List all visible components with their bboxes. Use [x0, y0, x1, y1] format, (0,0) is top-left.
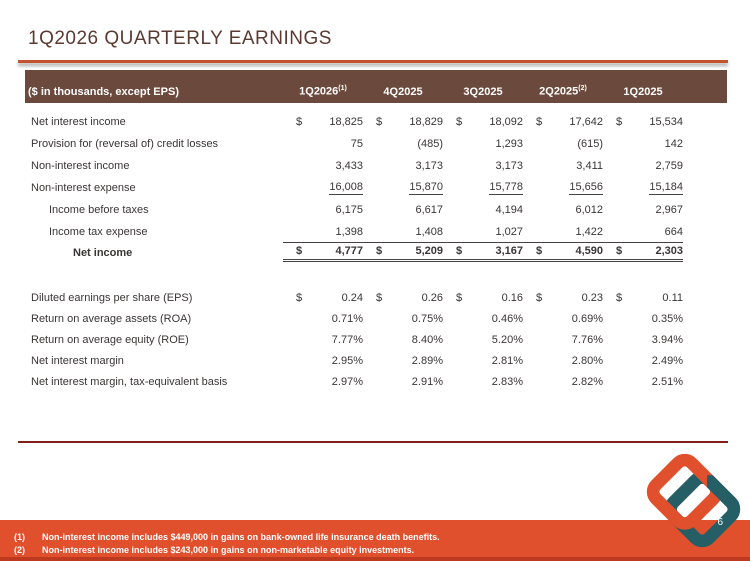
cell-value: 2,303: [655, 245, 683, 257]
cell-value: 2.83%: [491, 375, 523, 388]
footnote-text: Non-interest income includes $243,000 in gains on non-marketable equity investments.: [42, 545, 415, 555]
cell-value: (615): [577, 138, 603, 150]
cell-value: 1,293: [495, 138, 523, 150]
value-cell: [443, 155, 523, 177]
value-cell: [443, 111, 523, 133]
cell-value: 0.11: [662, 291, 683, 304]
dollar-sign: $: [536, 245, 543, 257]
value-cell: [283, 243, 363, 262]
value-cell: [443, 221, 523, 243]
value-cell: [523, 133, 603, 155]
table-row: [25, 221, 727, 243]
cell-value: 4,777: [335, 245, 363, 257]
cell-value: 0.71%: [331, 312, 363, 325]
cell-value: 15,534: [649, 116, 683, 128]
row-label: Income before taxes: [49, 204, 149, 216]
value-cell: [283, 350, 363, 371]
value-cell: [443, 371, 523, 392]
cell-value: 2.81%: [491, 354, 523, 367]
row-label: Non-interest expense: [31, 182, 136, 194]
value-cell: [443, 177, 523, 199]
dollar-sign: $: [536, 116, 543, 128]
value-cell: [283, 155, 363, 177]
cell-value: 8.40%: [411, 333, 443, 346]
column-header: 4Q2025: [383, 86, 423, 98]
value-cell: [283, 111, 363, 133]
row-label: Net interest income: [31, 116, 126, 128]
cell-value: 2.97%: [331, 375, 363, 388]
cell-value: 664: [664, 225, 683, 238]
cell-value: 15,184: [649, 181, 683, 193]
value-cell: [283, 199, 363, 221]
dollar-sign: $: [456, 291, 463, 304]
value-cell: [523, 329, 603, 350]
cell-value: 0.75%: [411, 312, 443, 325]
value-cell: [363, 177, 443, 199]
value-cell: [523, 155, 603, 177]
value-cell: [523, 221, 603, 243]
value-cell: [363, 371, 443, 392]
footnote-marker: (1): [14, 532, 25, 542]
footnote-line: [14, 531, 750, 544]
table-row: [25, 350, 727, 371]
dollar-sign: $: [376, 245, 383, 257]
row-label: Net interest margin: [31, 354, 124, 367]
cell-value: 17,642: [569, 116, 603, 128]
footnote-marker: (2): [14, 545, 25, 555]
value-cell: [603, 177, 683, 199]
value-cell: [363, 199, 443, 221]
table-row: [25, 308, 727, 329]
column-footnote-ref: (1): [338, 85, 347, 93]
value-cell: [283, 308, 363, 329]
dollar-sign: $: [296, 291, 303, 304]
cell-value: 1,398: [335, 225, 363, 238]
cell-value: 7.76%: [571, 333, 603, 346]
table-header: [25, 70, 727, 103]
dollar-sign: $: [616, 116, 623, 128]
cell-value: 3.94%: [651, 333, 683, 346]
dollar-sign: $: [616, 291, 623, 304]
table-row: [25, 329, 727, 350]
cell-value: 0.16: [501, 291, 523, 304]
value-cell: [363, 350, 443, 371]
cell-value: 6,617: [415, 204, 443, 216]
row-label: Provision for (reversal of) credit losses: [31, 138, 219, 150]
column-header: 3Q2025: [463, 86, 503, 98]
cell-value: 142: [664, 138, 683, 150]
cell-value: 7.77%: [331, 333, 363, 346]
cell-value: 2.49%: [651, 354, 683, 367]
cell-value: 3,173: [415, 160, 443, 172]
cell-value: (485): [417, 138, 443, 150]
column-header: 1Q2026$^{(1)}$: [299, 85, 347, 98]
cell-value: 4,590: [575, 245, 603, 257]
cell-value: 0.23: [581, 291, 603, 304]
column-header: 2Q2025$^{(2)}$: [539, 85, 587, 98]
row-label: Net interest margin, tax-equivalent basis: [31, 375, 228, 388]
cell-value: 15,778: [489, 181, 523, 193]
value-cell: [283, 221, 363, 243]
value-cell: [603, 199, 683, 221]
table-row: [25, 177, 727, 199]
table-row: [25, 243, 727, 262]
value-cell: [523, 243, 603, 262]
table-row: [25, 371, 727, 392]
value-cell: [283, 329, 363, 350]
unit-label: ($ in thousands, except EPS): [28, 86, 179, 98]
dollar-sign: $: [616, 245, 623, 257]
cell-value: 15,870: [409, 181, 443, 193]
cell-value: 3,173: [495, 160, 523, 172]
title-rule: [18, 60, 728, 63]
cell-value: 4,194: [495, 204, 523, 216]
value-cell: [523, 111, 603, 133]
value-cell: [603, 371, 683, 392]
cell-value: 2,759: [655, 160, 683, 172]
cell-value: 0.26: [421, 291, 443, 304]
value-cell: [363, 133, 443, 155]
cell-value: 2,967: [655, 204, 683, 216]
value-cell: [363, 221, 443, 243]
cell-value: 18,829: [409, 116, 443, 128]
dollar-sign: $: [376, 116, 383, 128]
column-header: 1Q2025: [623, 86, 663, 98]
value-cell: [283, 133, 363, 155]
cell-value: 2.95%: [331, 354, 363, 367]
cell-value: 0.35%: [651, 312, 683, 325]
value-cell: [523, 350, 603, 371]
company-logo: [645, 452, 742, 549]
cell-value: 3,167: [495, 245, 523, 257]
dollar-sign: $: [296, 245, 303, 257]
cell-value: 2.82%: [571, 375, 603, 388]
cell-value: 2.89%: [411, 354, 443, 367]
page-number: 6: [717, 517, 723, 528]
value-cell: [363, 329, 443, 350]
value-cell: [603, 287, 683, 308]
value-cell: [363, 243, 443, 262]
value-cell: [603, 243, 683, 262]
cell-value: 2.51%: [651, 375, 683, 388]
cell-value: 0.46%: [491, 312, 523, 325]
dollar-sign: $: [376, 291, 383, 304]
cell-value: 3,411: [576, 160, 603, 172]
ratios-block: [25, 287, 727, 392]
value-cell: [363, 155, 443, 177]
value-cell: [443, 287, 523, 308]
value-cell: [603, 350, 683, 371]
value-cell: [443, 350, 523, 371]
dollar-sign: $: [456, 245, 463, 257]
value-cell: [523, 308, 603, 329]
value-cell: [363, 111, 443, 133]
row-label: Net income: [73, 246, 133, 259]
value-cell: [443, 133, 523, 155]
value-cell: [283, 177, 363, 199]
cell-value: 0.24: [341, 291, 363, 304]
income-statement-block: [25, 111, 727, 262]
dollar-sign: $: [456, 116, 463, 128]
value-cell: [443, 243, 523, 262]
row-label: Diluted earnings per share (EPS): [31, 291, 193, 304]
cell-value: 2.91%: [411, 375, 443, 388]
table-row: [25, 155, 727, 177]
footnote-band: [0, 520, 750, 561]
cell-value: 3,433: [335, 160, 363, 172]
value-cell: [603, 133, 683, 155]
value-cell: [603, 308, 683, 329]
cell-value: 75: [350, 138, 363, 150]
cell-value: 6,175: [335, 204, 363, 216]
value-cell: [363, 287, 443, 308]
table-row: [25, 133, 727, 155]
cell-value: 18,092: [489, 116, 523, 128]
row-label: Non-interest income: [31, 160, 130, 172]
value-cell: [603, 221, 683, 243]
value-cell: [523, 371, 603, 392]
row-label: Income tax expense: [49, 226, 148, 238]
value-cell: [283, 287, 363, 308]
value-cell: [283, 371, 363, 392]
page-title: 1Q2026 QUARTERLY EARNINGS: [28, 28, 332, 49]
value-cell: [443, 199, 523, 221]
value-cell: [363, 308, 443, 329]
footnote-text: Non-interest income includes $449,000 in gains on bank-owned life insurance death benefits.: [42, 532, 440, 542]
cell-value: 5.20%: [491, 333, 523, 346]
cell-value: 5,209: [415, 245, 443, 257]
value-cell: [443, 308, 523, 329]
separator-rule: [18, 441, 728, 443]
value-cell: [523, 199, 603, 221]
value-cell: [603, 155, 683, 177]
cell-value: 6,012: [575, 204, 603, 216]
row-label: Return on average assets (ROA): [31, 312, 192, 325]
value-cell: [443, 329, 523, 350]
cell-value: 1,422: [575, 225, 603, 238]
value-cell: [523, 287, 603, 308]
cell-value: 0.69%: [571, 312, 603, 325]
column-footnote-ref: (2): [578, 85, 587, 93]
dollar-sign: $: [536, 291, 543, 304]
table-row: [25, 111, 727, 133]
dollar-sign: $: [296, 116, 303, 128]
table-row: [25, 199, 727, 221]
cell-value: 1,027: [495, 225, 523, 238]
cell-value: 16,008: [329, 181, 363, 193]
value-cell: [523, 177, 603, 199]
table-row: [25, 287, 727, 308]
row-label: Return on average equity (ROE): [31, 333, 189, 346]
cell-value: 2.80%: [571, 354, 603, 367]
value-cell: [603, 111, 683, 133]
value-cell: [603, 329, 683, 350]
footnote-line: [14, 544, 750, 557]
cell-value: 15,656: [569, 181, 603, 193]
cell-value: 1,408: [415, 225, 443, 238]
cell-value: 18,825: [329, 116, 363, 128]
